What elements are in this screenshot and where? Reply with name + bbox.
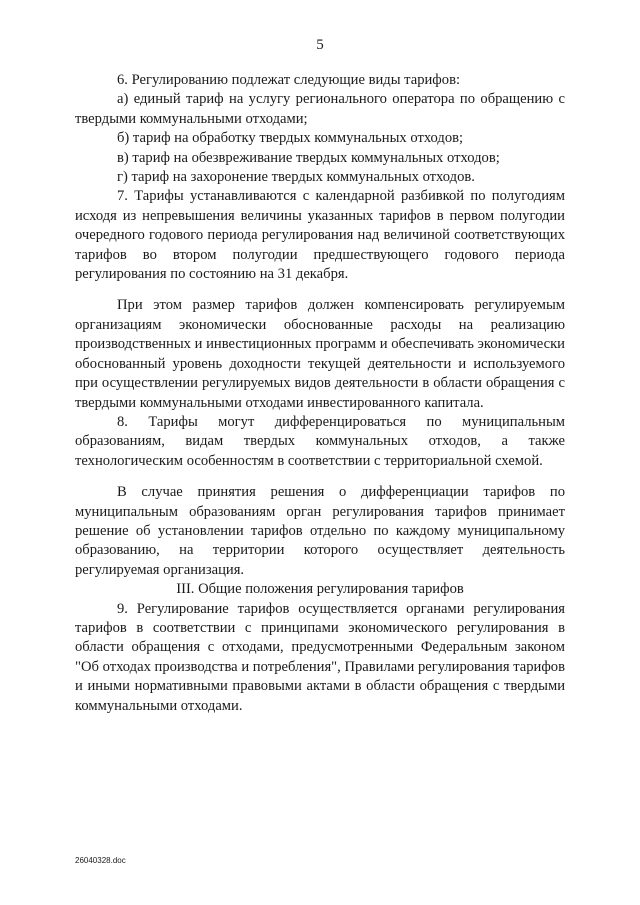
paragraph-6g: г) тариф на захоронение твердых коммунальных отходов. [117,169,475,186]
footer-filename: 26040328.doc [75,856,126,865]
paragraph-6v: в) тариф на обезвреживание твердых коммунальных отходов; [117,149,500,166]
paragraph-6b: б) тариф на обработку твердых коммунальных отходов; [117,130,464,147]
paragraph-8: 8. Тарифы могут дифференцироваться по муниципальным образованиям, видам твердых коммунальных отходов, а также технологическим особенностям в соответствии с территориальной схемой. [75,413,565,469]
paragraph-6: 6. Регулированию подлежат следующие виды тарифов: [117,72,461,88]
section-heading: III. Общие положения регулирования тарифов [176,581,464,598]
paragraph-9: 9. Регулирование тарифов осуществляется органами регулирования тарифов в соответствии с принципами экономического регулирования в области обращения с отходами, предусмотренными Федеральным законом "Об отходах производства и потребления", Правилами регулирования тарифов и иными нормативными правовыми актами в области обращения с твердыми коммунальными отходами. [75,600,565,714]
paragraph-7-continued: При этом размер тарифов должен компенсировать регулируемым организациям экономически обоснованные расходы на реализацию производственных и инвестиционных программ и обеспечивать экономически обоснованный уровень доходности текущей деятельности и используемого при осуществлении регулируемых видов деятельности в области обращения с твердыми коммунальными отходами инвестированного капитала. [75,297,565,411]
paragraph-7: 7. Тарифы устанавливаются с календарной разбивкой по полугодиям исходя из непревышения величины указанных тарифов в первом полугодии очередного годового периода регулирования над величиной соответствующих тарифов во втором полугодии предшествующего годового периода регулирования по состоянию на 31 декабря. [75,188,565,283]
paragraph-6a: а) единый тариф на услугу регионального оператора по обращению с твердыми коммунальными отходами; [75,91,565,127]
paragraph-8-continued: В случае принятия решения о дифференциации тарифов по муниципальным образованиям орган регулирования тарифов принимает решение об установлении тарифов отдельно по каждому муниципальному образованию, на территории которого осуществляет деятельность регулируемая организация. [75,484,565,578]
page-number: 5 [316,37,324,53]
document-body [75,71,565,716]
